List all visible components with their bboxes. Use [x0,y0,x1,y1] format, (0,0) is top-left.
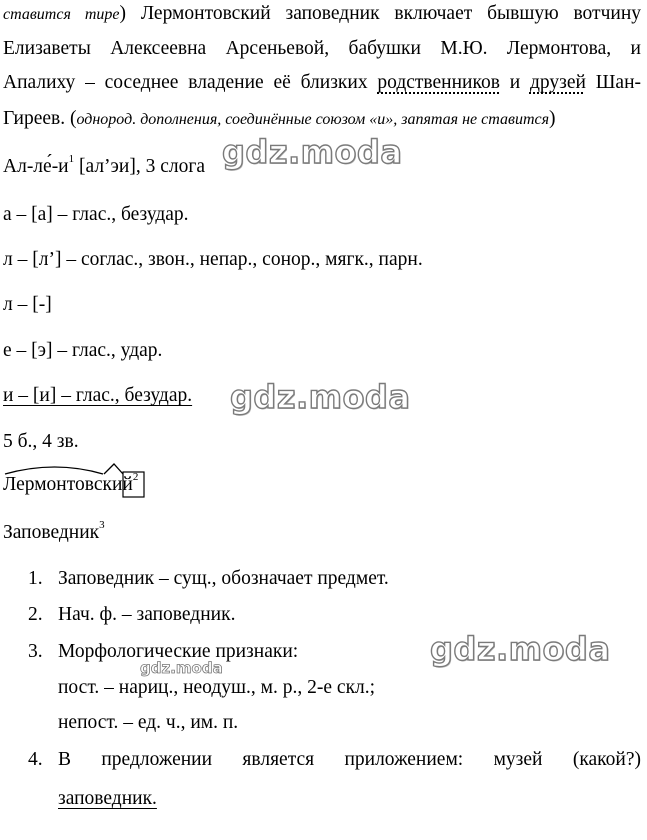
morpheme-markers-icon [3,459,163,505]
paragraph-line-3: Апалиху – соседнее владение её близких родственников и друзей Шан- [3,72,641,93]
paragraph-line-2: Елизаветы Алексеевна Арсеньевой, бабушки М.Ю. Лермонтова, и [3,38,641,59]
grammar-note: однород. дополнения, соединённые союзом «и», запятая не ставится [76,111,550,128]
morph-list-item: 4. В предложении является приложением: музей (какой?) [28,749,641,770]
watermark: gdz.moda [230,378,411,416]
morph-constant-features: пост. – нариц., неодуш., м. р., 2-е скл.; [58,677,376,698]
morph-heading: Заповедник$^3$ [3,519,105,543]
phonetic-line: л – [л’] – соглас., звон., непар., сонор., мягк., парн. [3,249,423,270]
watermark: gdz.moda [222,133,403,171]
phonetic-summary: 5 б., 4 зв. [3,431,79,452]
watermark: gdz.moda [140,659,223,677]
phonetic-line: а – [а] – глас., безудар. [3,204,189,225]
phonetic-line: е – [э] – глас., удар. [3,340,163,361]
morph-list-item: 3. Морфологические признаки: [28,641,299,662]
watermark: gdz.moda [430,630,611,668]
morph-list-item: 1. Заповедник – сущ., обозначает предмет. [28,568,389,589]
morph-item4-continuation: заповедник. [58,788,157,809]
grammar-note: ставится тире [3,6,120,23]
morphemic-word: Лермонтовский [3,473,133,496]
phonetic-heading: $Ал-ле́-и^1$ [ал’эи], 3 слога [3,153,206,177]
morphemic-parse: Лермонтовский$^2$ [3,473,138,496]
paragraph-line-1: ставится тире) Лермонтовский заповедник включает бывшую вотчину [3,3,641,24]
morph-variable-features: непост. – ед. ч., им. п. [58,712,239,733]
morph-list-item: 2. Нач. ф. – заповедник. [28,604,236,625]
paragraph-line-4: Гиреев. (однород. дополнения, соединённые союзом «и», запятая не ставится) [3,108,556,129]
object-friends: друзей [529,72,586,93]
phonetic-line: и – [и] – глас., безудар. [3,385,193,406]
object-relatives: родственников [377,72,500,93]
phonetic-line: л – [-] [3,294,52,315]
